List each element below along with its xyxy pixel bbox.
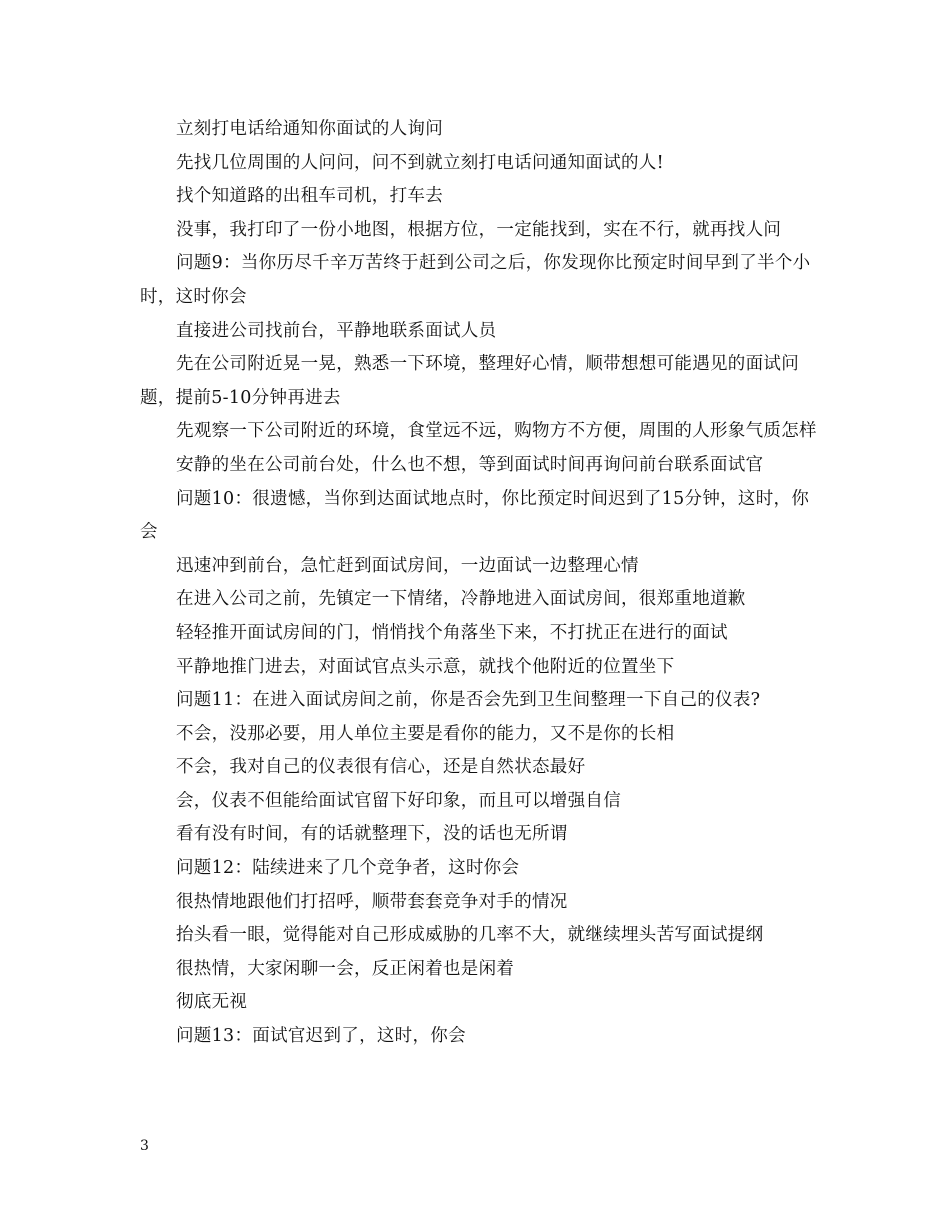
paragraph: 安静的坐在公司前台处，什么也不想，等到面试时间再询问前台联系面试官 — [176, 454, 764, 475]
paragraph: 会，仪表不但能给面试官留下好印象，而且可以增强自信 — [176, 790, 621, 811]
paragraph: 轻轻推开面试房间的门，悄悄找个角落坐下来，不打扰正在进行的面试 — [176, 622, 728, 643]
question-9: 问题9：当你历尽千辛万苦终于赶到公司之后，你发现你比预定时间早到了半个小时，这时你会 — [140, 253, 811, 307]
paragraph: 没事，我打印了一份小地图，根据方位，一定能找到，实在不行，就再找人问 — [176, 219, 782, 240]
paragraph: 直接进公司找前台，平静地联系面试人员 — [176, 320, 497, 341]
paragraph: 彻底无视 — [176, 992, 248, 1013]
paragraph: 找个知道路的出租车司机，打车去 — [176, 186, 443, 207]
paragraph: 看有没有时间，有的话就整理下，没的话也无所谓 — [176, 824, 568, 845]
paragraph: 立刻打电话给通知你面试的人询问 — [176, 119, 443, 139]
paragraph: 平静地推门进去，对面试官点头示意，就找个他附近的位置坐下 — [176, 656, 675, 677]
question-13: 问题13：面试官迟到了，这时，你会 — [176, 1026, 466, 1047]
paragraph: 迅速冲到前台，急忙赶到面试房间，一边面试一边整理心情 — [176, 555, 639, 576]
paragraph: 很热情地跟他们打招呼，顺带套套竞争对手的情况 — [176, 891, 568, 912]
paragraph: 不会，我对自己的仪表很有信心，还是自然状态最好 — [176, 757, 586, 778]
document-body — [140, 113, 820, 1054]
paragraph: 在进入公司之前，先镇定一下情绪，冷静地进入面试房间，很郑重地道歉 — [176, 589, 746, 610]
paragraph: 很热情，大家闲聊一会，反正闲着也是闲着 — [176, 958, 515, 979]
question-10: 问题10：很遗憾，当你到达面试地点时，你比预定时间迟到了15分钟，这时，你会 — [140, 488, 810, 543]
question-11: 问题11：在进入面试房间之前，你是否会先到卫生间整理一下自己的仪表? — [176, 690, 761, 711]
paragraph: 先在公司附近晃一晃，熟悉一下环境，整理好心情，顺带想想可能遇见的面试问题，提前5-10分钟再进去 — [140, 354, 799, 408]
paragraph: 不会，没那必要，用人单位主要是看你的能力，又不是你的长相 — [176, 723, 675, 744]
page-number: 3 — [140, 1138, 149, 1154]
paragraph: 抬头看一眼，觉得能对自己形成威胁的几率不大，就继续埋头苦写面试提纲 — [176, 925, 764, 946]
paragraph: 先观察一下公司附近的环境，食堂远不远，购物方不方便，周围的人形象气质怎样 — [176, 421, 817, 442]
paragraph: 先找几位周围的人问问，问不到就立刻打电话问通知面试的人! — [176, 152, 664, 173]
question-12: 问题12：陆续进来了几个竞争者，这时你会 — [176, 858, 520, 879]
